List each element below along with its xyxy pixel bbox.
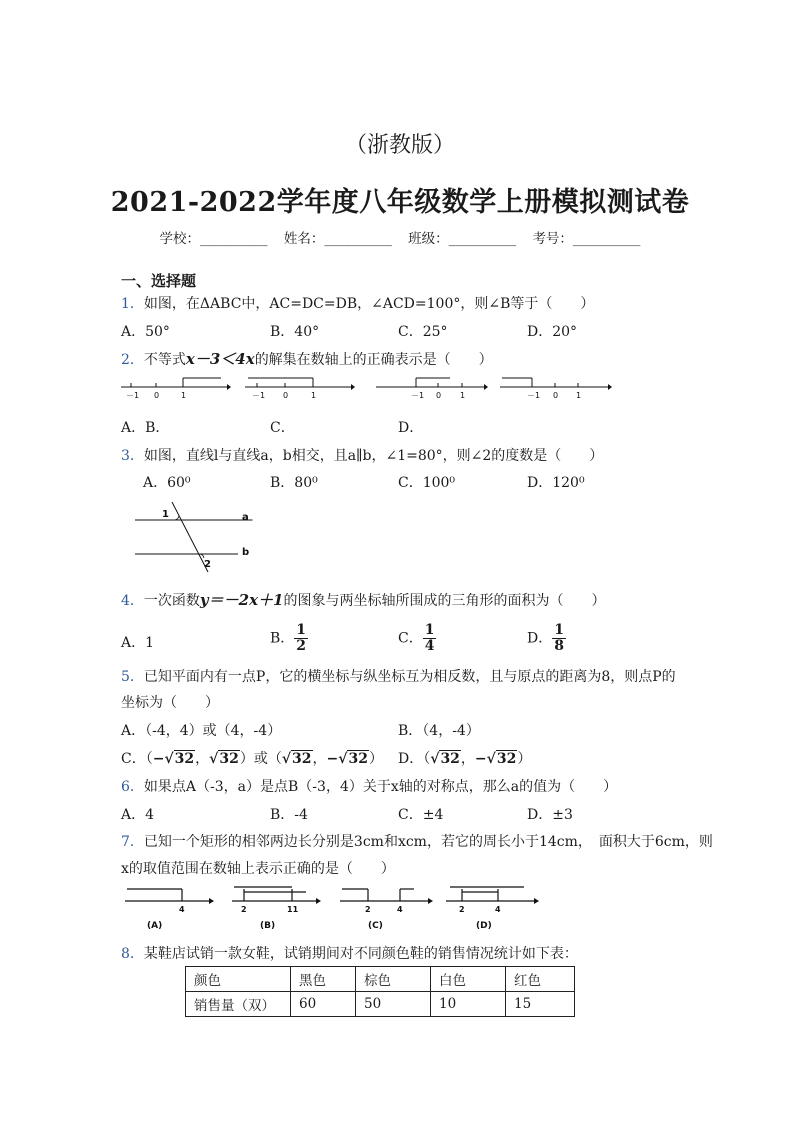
q3-parallel-lines-figure [134, 500, 259, 575]
q5-option-c [121, 748, 383, 768]
sqrt-32: √32 [281, 751, 312, 767]
fraction-one-eighth [552, 623, 566, 654]
question-text-line1: 已知平面内有一点P，它的横坐标与纵坐标互为相反数，且与原点的距离为8，则点P的 [143, 669, 676, 685]
tick-label: 1 [181, 391, 187, 400]
q1-option-c: C．25° [398, 324, 448, 340]
radicand: 32 [219, 751, 239, 767]
q5-option-a: A．（-4，4）或（4，-4） [121, 723, 282, 739]
tick-label: 11 [287, 905, 299, 914]
question-5 [121, 666, 676, 686]
table-cell: 黑色 [291, 967, 356, 992]
angle-2-label: 2 [204, 559, 211, 570]
tick-label: －1 [126, 391, 140, 400]
table-cell: 60 [291, 992, 356, 1017]
tick-label: 1 [460, 391, 466, 400]
negative-sqrt-32: −√32 [474, 751, 517, 767]
tick-label: 0 [436, 391, 442, 400]
table-cell: 10 [431, 992, 506, 1017]
question-text-pre: 一次函数 [143, 593, 200, 609]
minus-sign: − [326, 751, 339, 767]
minus-sign: − [152, 751, 165, 767]
question-7 [121, 831, 713, 851]
table-row [186, 992, 575, 1017]
question-number: 2． [121, 352, 144, 368]
tick-label: 4 [179, 905, 185, 914]
q1-option-d: D．20° [527, 324, 578, 340]
tick-label: －1 [411, 391, 425, 400]
q1-option-a: A．50° [121, 324, 170, 340]
q2-label-d: D． [398, 420, 424, 436]
tick-label: －1 [527, 391, 541, 400]
q3-option-d: D．120⁰ [527, 475, 585, 491]
sqrt-32: √32 [209, 751, 239, 767]
student-info-line [0, 227, 800, 247]
negative-sqrt-32: −√32 [152, 751, 195, 767]
question-text-post: 的图象与两坐标轴所围成的三角形的面积为（ ） [283, 593, 606, 609]
question-number: 1． [121, 296, 144, 312]
q3-option-a: A．60⁰ [143, 475, 191, 491]
tick-label: 2 [365, 905, 371, 914]
numerator: 1 [296, 622, 307, 638]
option-letter: D． [527, 630, 553, 647]
figure-label-d: (D) [476, 921, 492, 931]
comma: ， [312, 751, 327, 767]
radicand: 32 [348, 751, 368, 767]
table-cell: 红色 [506, 967, 575, 992]
negative-sqrt-32: −√32 [326, 751, 368, 767]
q2-number-line-c [376, 376, 488, 402]
q6-option-c: C．±4 [398, 807, 444, 823]
table-cell: 50 [356, 992, 431, 1017]
q7-number-line-d [446, 884, 541, 934]
section-title: 一、选择题 [121, 272, 197, 290]
q4-option-c [398, 623, 436, 654]
figure-label-a: (A) [147, 921, 163, 931]
tick-label: 4 [397, 905, 403, 914]
question-text: 如图，在ΔABC中，AC=DC=DB，∠ACD=100°，则∠B等于（ ） [143, 296, 595, 312]
option-text: C．（ [121, 751, 153, 767]
fraction-one-half [294, 623, 308, 654]
question-number: 8． [121, 946, 144, 962]
comma: ， [460, 751, 475, 767]
option-letter: C． [398, 630, 423, 647]
line-a-label: a [242, 512, 249, 523]
question-number: 4． [121, 593, 144, 609]
q5-option-b: B．（4，-4） [398, 723, 480, 739]
q2-number-line-a [121, 376, 231, 402]
question-2 [121, 348, 493, 369]
q3-option-c: C．100⁰ [398, 475, 456, 491]
exam-number-field: 考号：__________ [532, 231, 641, 247]
q7-number-line-b [232, 884, 322, 934]
angle-1-label: 1 [162, 509, 169, 520]
q1-option-b: B．40° [270, 324, 320, 340]
question-6 [121, 776, 617, 796]
question-3 [121, 445, 603, 465]
exam-title: 2021-2022学年度八年级数学上册模拟测试卷 [110, 187, 690, 218]
q6-option-b: B．-4 [270, 807, 308, 823]
denominator: 2 [296, 638, 307, 654]
denominator: 8 [554, 638, 564, 654]
question-number: 7． [121, 834, 144, 850]
tick-label: 0 [283, 391, 289, 400]
question-number: 5． [121, 669, 144, 685]
radicand: 32 [292, 751, 312, 767]
q7-number-line-c [340, 884, 435, 934]
table-cell: 颜色 [186, 967, 291, 992]
tick-label: 2 [241, 905, 247, 914]
table-cell: 销售量（双） [186, 992, 291, 1017]
q2-label-ab: A．B． [121, 420, 170, 436]
radicand: 32 [496, 751, 517, 767]
question-8 [121, 943, 578, 963]
numerator: 1 [554, 622, 564, 638]
radicand: 32 [440, 751, 460, 767]
q2-number-line-b [245, 376, 355, 402]
q3-option-b: B．80⁰ [270, 475, 318, 491]
inequality-expression: x－3＜4x [185, 350, 255, 368]
table-header-row [186, 967, 575, 992]
tick-label: 1 [311, 391, 317, 400]
q4-option-a: A．1 [121, 635, 155, 651]
question-text: 某鞋店试销一款女鞋，试销期间对不同颜色鞋的销售情况统计如下表： [143, 946, 578, 962]
table-cell: 棕色 [356, 967, 431, 992]
question-1 [121, 293, 594, 313]
q7-number-line-a [125, 884, 215, 934]
q2-number-line-d [500, 376, 612, 402]
tick-label: 4 [495, 905, 501, 914]
numerator: 1 [424, 622, 435, 638]
option-text: ） [517, 751, 532, 767]
minus-sign: − [474, 751, 487, 767]
q2-label-c: C． [270, 420, 295, 436]
question-number: 6． [121, 779, 144, 795]
sales-table [185, 966, 575, 1017]
option-text: ）或（ [239, 751, 282, 767]
q5-option-d [398, 748, 531, 768]
tick-label: －1 [252, 391, 266, 400]
option-letter: B． [270, 630, 295, 647]
q6-option-a: A．4 [121, 807, 155, 823]
question-text: 如图，直线l与直线a，b相交，且a∥b，∠1=80°，则∠2的度数是（ ） [143, 448, 604, 464]
tick-label: 1 [576, 391, 582, 400]
linear-function-expression: y＝－2x＋1 [199, 591, 284, 609]
tick-label: 0 [553, 391, 559, 400]
sqrt-32: √32 [430, 751, 460, 767]
line-b-label: b [242, 547, 250, 558]
edition-label: （浙教版） [344, 133, 455, 158]
q4-option-b [270, 623, 308, 654]
figure-label-c: (C) [368, 921, 383, 931]
option-text: D．（ [398, 751, 431, 767]
class-field: 班级：__________ [408, 231, 517, 247]
tick-label: 0 [154, 391, 160, 400]
tick-label: 2 [459, 905, 465, 914]
option-text: ） [368, 751, 383, 767]
table-cell: 白色 [431, 967, 506, 992]
fraction-one-quarter [423, 623, 437, 654]
table-cell: 15 [506, 992, 575, 1017]
q6-option-d: D．±3 [527, 807, 573, 823]
question-text: 如果点A（-3，a）是点B（-3，4）关于x轴的对称点，那么a的值为（ ） [143, 779, 618, 795]
denominator: 4 [424, 638, 435, 654]
comma: ， [195, 751, 210, 767]
question-text-post: 的解集在数轴上的正确表示是（ ） [254, 352, 493, 368]
question-7-line2: x的取值范围在数轴上表示正确的是（ ） [121, 861, 395, 877]
question-number: 3． [121, 448, 144, 464]
question-4 [121, 589, 605, 610]
q4-option-d [527, 623, 566, 654]
school-field: 学校：__________ [159, 231, 268, 247]
figure-label-b: (B) [260, 921, 276, 931]
question-text-line1: 已知一个矩形的相邻两边长分别是3cm和xcm，若它的周长小于14cm， 面积大于6cm，则 [143, 834, 713, 850]
radicand: 32 [174, 751, 195, 767]
question-text-pre: 不等式 [143, 352, 186, 368]
question-5-line2: 坐标为（ ） [121, 695, 219, 711]
name-field: 姓名：__________ [283, 231, 392, 247]
